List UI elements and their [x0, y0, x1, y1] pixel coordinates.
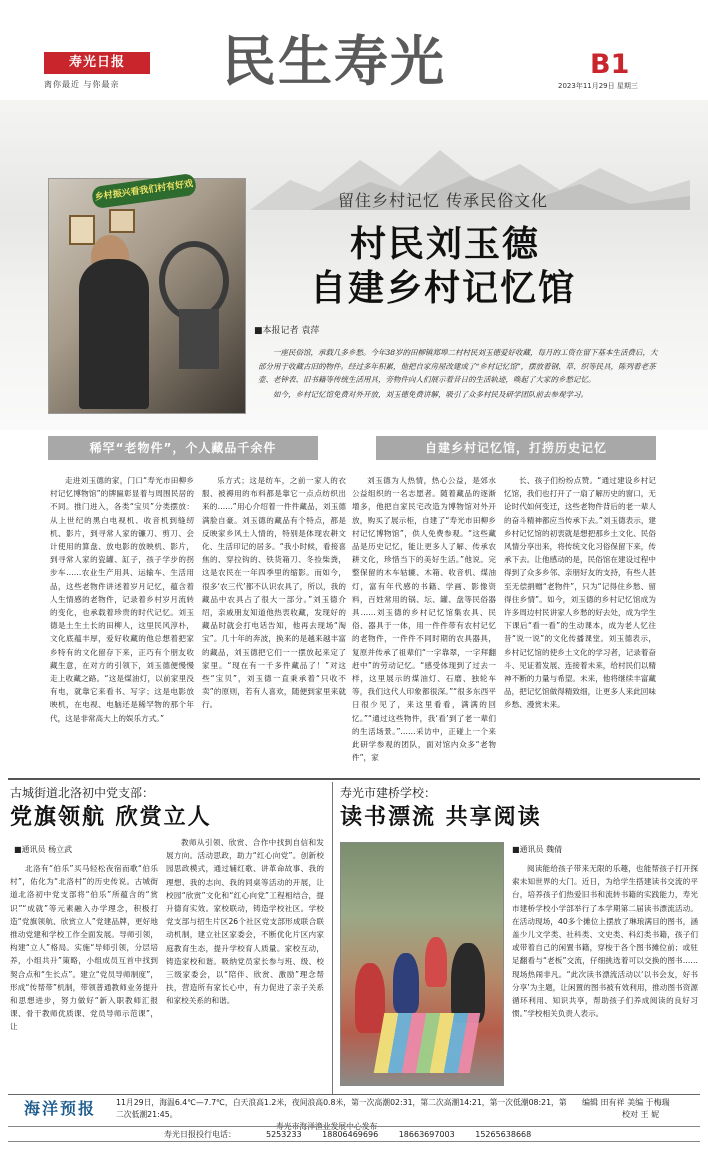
editor-line-1: 编辑 田有祥 美编 于梅瑞 [582, 1098, 670, 1107]
adult-figure [451, 943, 485, 1023]
column-text: 教师从引领、欣赏、合作中找到自信和发展方向。活动思政，助力“红心向党”。创新校园思政模式，通过辅红歌、讲革命故事、我的理想、我的志向、我的同桌等活动的开展，让校园“欣赏”文化和“红心向党”工程相结合，提升德育实效。家校联动，铸造学校社区。学校党支部与招生片区26个社区党支部形成联合联动机制，建立社区家委会，不断优化片区内家庭教育生态，提升学校育人质量。家校互动，铸造家校和谐。吸纳党员家长参与班、级、校三级家委会，以“陪伴、欣赏、激励”理念帮扶，营造所有家长心中，有力促进了亲子关系和家校关系的和谐。 [166, 838, 324, 1006]
hero-kicker: 留住乡村记忆 传承民俗文化 [338, 191, 549, 210]
editor-line-2: 校对 王 妮 [622, 1110, 660, 1119]
column-divider [332, 782, 333, 1094]
forecast-line-2: 寿光市海洋渔业发展中心发布 [276, 1122, 378, 1131]
editor-credits [582, 1097, 670, 1121]
wall-frame [69, 215, 95, 245]
subhead-left [48, 436, 318, 460]
child-figure [425, 937, 447, 987]
story-left-column-2 [166, 836, 324, 1090]
book-display [374, 1013, 481, 1073]
forecast-line-1: 11月29日，海温6.4℃—7.7℃，白天浪高1.2米，夜间浪高0.8米，第一次高潮02:31，第二次高潮14:21，第一次低潮08:21，第二次低潮21:45。 [116, 1098, 567, 1119]
story-right-column [512, 862, 698, 1090]
article-column-4 [504, 474, 656, 769]
story-right-byline: ■通讯员 魏倩 [512, 845, 563, 854]
person-figure [79, 259, 149, 409]
child-figure [355, 963, 385, 1033]
wall-frame [109, 209, 135, 233]
subhead-left-text: 稀罕“老物件”，个人藏品千余件 [89, 441, 277, 455]
footer-divider [8, 1094, 700, 1095]
column-text: 走进刘玉德的家，门口“寿光市田柳乡村记忆博物馆”的牌匾彰显着与周围民居的不同。推门进入，各类“宝贝”分类摆放：从上世纪的黑白电视机、收音机到缝纫机、影片，到寻常人家的镰刀、剪刀、会计使用的算盘、放电影的放映机、影片，到寻常人家的瓷罐、缸子，孩子学步的拐步车……农业生产用具、运输车、生活用品，这些老物件讲述着岁月记忆，蕴含着人生情感的老物件，记录着乡村岁月流转的变化，也承载着珍贵的时代记忆。刘玉德是土生土长的田柳人，这里民风淳朴，文化底蕴丰厚，爱好收藏的他总想着把家乡特有的文化留存下来，正巧有个朋友收藏生意，在对方的引领下，刘玉德便慢慢走上收藏之路。“这是煤油灯，以前家里没有电，就靠它来看书、写字；这是电影放映机，在电视、电脑还是稀罕物的那个年代，这是非常高大上的娱乐方式。” [50, 476, 194, 723]
headline-line-1: 村民刘玉德 [350, 224, 541, 265]
hero-lead-2: 如今，乡村记忆馆免费对外开放，刘玉德免费讲解，吸引了众多村民及研学团队前去参观学习。 [273, 390, 588, 399]
article-column-1 [50, 474, 194, 769]
hero-lead: 一座民俗馆，承载几多乡愁。今年38岁的田柳镇郑埠二村村民刘玉德爱好收藏，每月的工资在留下基本生活费后，大部分用于收藏古旧的物件。经过多年积累，他把自家房屋改建成了“乡村记忆馆”，摆放着钢、草、织等民具，陈列着老茶壶、老钟表、旧书籍等传统生活用具，旁物件向人们展示着昔日的生活轨迹，唤起了大家的乡愁记忆。 [258, 348, 658, 384]
hero-byline: ■本报记者 袁萍 [254, 326, 320, 336]
hotline-numbers: 5253233 18806469696 18663697003 15265638668 [266, 1130, 532, 1139]
subhead-right-text: 自建乡村记忆馆，打捞历史记忆 [424, 441, 607, 455]
story-left-title: 党旗领航 欣赏立人 [10, 805, 212, 830]
subhead-right [376, 436, 656, 460]
slogan: 离你最近 与你最亲 [44, 80, 120, 89]
forecast-label: 海洋预报 [24, 1099, 97, 1118]
headline-line-2: 自建乡村记忆馆 [310, 268, 577, 309]
article-column-2 [202, 474, 346, 769]
hotline-label: 寿光日报投行电话： [164, 1130, 236, 1139]
article-column-3 [352, 474, 496, 769]
child-figure [393, 953, 419, 1013]
page-date: 2023年11月29日 星期三 [558, 82, 638, 90]
hotline-bar [8, 1126, 700, 1142]
section-title: 民生寿光 [222, 30, 446, 93]
hero-photo [48, 178, 246, 414]
page-number: B1 [590, 49, 630, 80]
story-left-kicker: 古城街道北洛初中党支部： [10, 786, 155, 800]
story-right-title: 读书漂流 共享阅读 [340, 805, 542, 830]
reading-event-photo [340, 842, 504, 1086]
story-left-column-1 [10, 862, 158, 1090]
section-divider [8, 778, 700, 780]
column-text: 阅读能给孩子带来无限的乐趣，也能帮孩子打开探索未知世界的大门。近日，为给学生搭建读书交流的平台，培养孩子们热爱旧书和流转书籍的实践能力，寿光市建桥学校小学部举行了本学期第二届读书漂流活动。在活动现场，40多个摊位上摆放了琳琅满目的图书，涵盖少儿文学类、社科类、文史类、科幻类书籍，孩子们或带着自己的闲置书籍，穿梭于各个图书摊位前；或驻足翻看与“老板”交流，仔细挑选着可以交换的图书……现场热闹非凡。“此次读书漂流活动以‘以书会友，好书分享’为主题，让闲置的图书被有效利用，推动图书资源循环利用、知识共享，帮助孩子们养成阅读的良好习惯。”学校相关负责人表示。 [512, 864, 698, 1019]
film-projector [179, 309, 219, 369]
newspaper-logo: 寿光日报 [44, 52, 150, 74]
column-text: 长、孩子们纷纷点赞。“通过建设乡村记忆馆，我们也打开了一扇了解历史的窗口，无论时代如何变迁，这些老物件背后的老一辈人的奋斗精神都应当传承下去。”刘玉德表示，建乡村记忆馆的初衷就是想把那乡土文化、民俗风情分享出来，将传统文化习俗保留下来，传承下去。让他感动的是，民俗馆在建设过程中得到了众多乡邻、亲朋好友的支持，有些人甚至无偿捐赠“老物件”，只为“记得住乡愁、留得住乡情”。如今，刘玉德的乡村记忆馆成为许多周边村民讲家人乡愁的好去处，成为学生下课后“看一看”的生动课本，成为老人忆往昔“说一说”的文化传播课堂。刘玉德表示，乡村记忆馆的使乡土文化的学习者，记录着奋斗、见证着发展、连接着未来，给村民们以精神不断的力量与希望。未来，他将继续丰富藏品，把记忆馆做得精致细，让更多人来此回味乡愁、漫赏未来。 [504, 476, 656, 710]
column-text: 刘玉德为人热情，热心公益，是郊水公益组织的一名志愿者。随着藏品的逐渐增多，他把自家民宅改造为博物馆对外开放，购买了展示柜，自建了“寿光市田柳乡村记忆博物馆”，供人免费参观。“这些藏品是历史记忆，能让更多人了解、传承农耕文化，珍惜当下的美好生活。”他说。完整保留的木车轱辘、木箱、收音机、煤油灯，富有年代感的书籍、学画、影像资料，百姓常用的锅、坛、罐、盘等民俗器具……刘玉德的乡村记忆馆集农具、民俗、器具于一体，用一件件带有农村记忆的老物件，一件件不同时期的农具器具，复原并传承了祖辈们“一字靠翠，一字拜翻赶中”的劳动记忆。“感受体现到了过去一样，这里展示的煤油灯、石磨、独轮车等，我们这代人印象都很深。”“很多东西平日很少见了，来这里看看，满满的回忆。”“通过这些物件，我‘看’到了老一辈们的生活场景。”……采访中，正碰上一个来此研学参观的团队，面对馆内众多“老物件”，家 [352, 476, 496, 763]
column-text: 北洛有“伯乐”买马轻松夜宿而歌“伯乐村”，佑化为“北洛村”的历史传说。古城街道北洛初中党支部将“伯乐”所蕴含的“赏识”“成就”等元素融入办学理念，积极打造“党旗领航、欣赏立人”党建品牌，更好地推动党建和学校工作全面发展。导师引领，构建“立人”格局。实施“导师引领，分层培养，小组共升”策略，小组成员互首中找到契合点和“生长点”。建立“党员导师制度”，形成“传帮带”机制，带领普通教师业务提升和思想进步，努力做好“新入职教师汇报课、骨干教师优质课、党员导师示范课”，让 [10, 864, 158, 1032]
story-right-kicker: 寿光市建桥学校： [340, 786, 437, 800]
photo-banner: 乡村振兴看我们村有好戏 [91, 173, 197, 209]
story-left-byline: ■通讯员 杨立武 [14, 845, 73, 854]
column-text: 乐方式；这是纺车，之前一家人的衣服、被褥用的布料都是靠它一点点纺织出来的……”用心介绍着一件件藏品，刘玉德满脸自豪。刘玉德的藏品有个特点，都是反映家乡风土人情的，特别是体现农耕文化、生活印记的居多。“我小时候，看接喜焦的、穿拉钩的、铁货箱刀、冬捡柴粪，这是农民在一年四季里的缩影。而如今，很多‘农三代’都不认识农具了，所以，我的藏品中农具占了很大一部分。”刘玉德介绍，亲戚朋友知道他热衷收藏，发现好的藏品时就会打电话告知，他再去现场“淘宝”。几十年的奔波，换来的是越来越丰富的藏品，刘玉德把它们一一摆放起来定了家里。“现在有一千多件藏品了！”对这些“宝贝”，刘玉德一直秉承着“只收不卖”的原则，若有人喜欢，随便到家里来就行。 [202, 476, 346, 710]
